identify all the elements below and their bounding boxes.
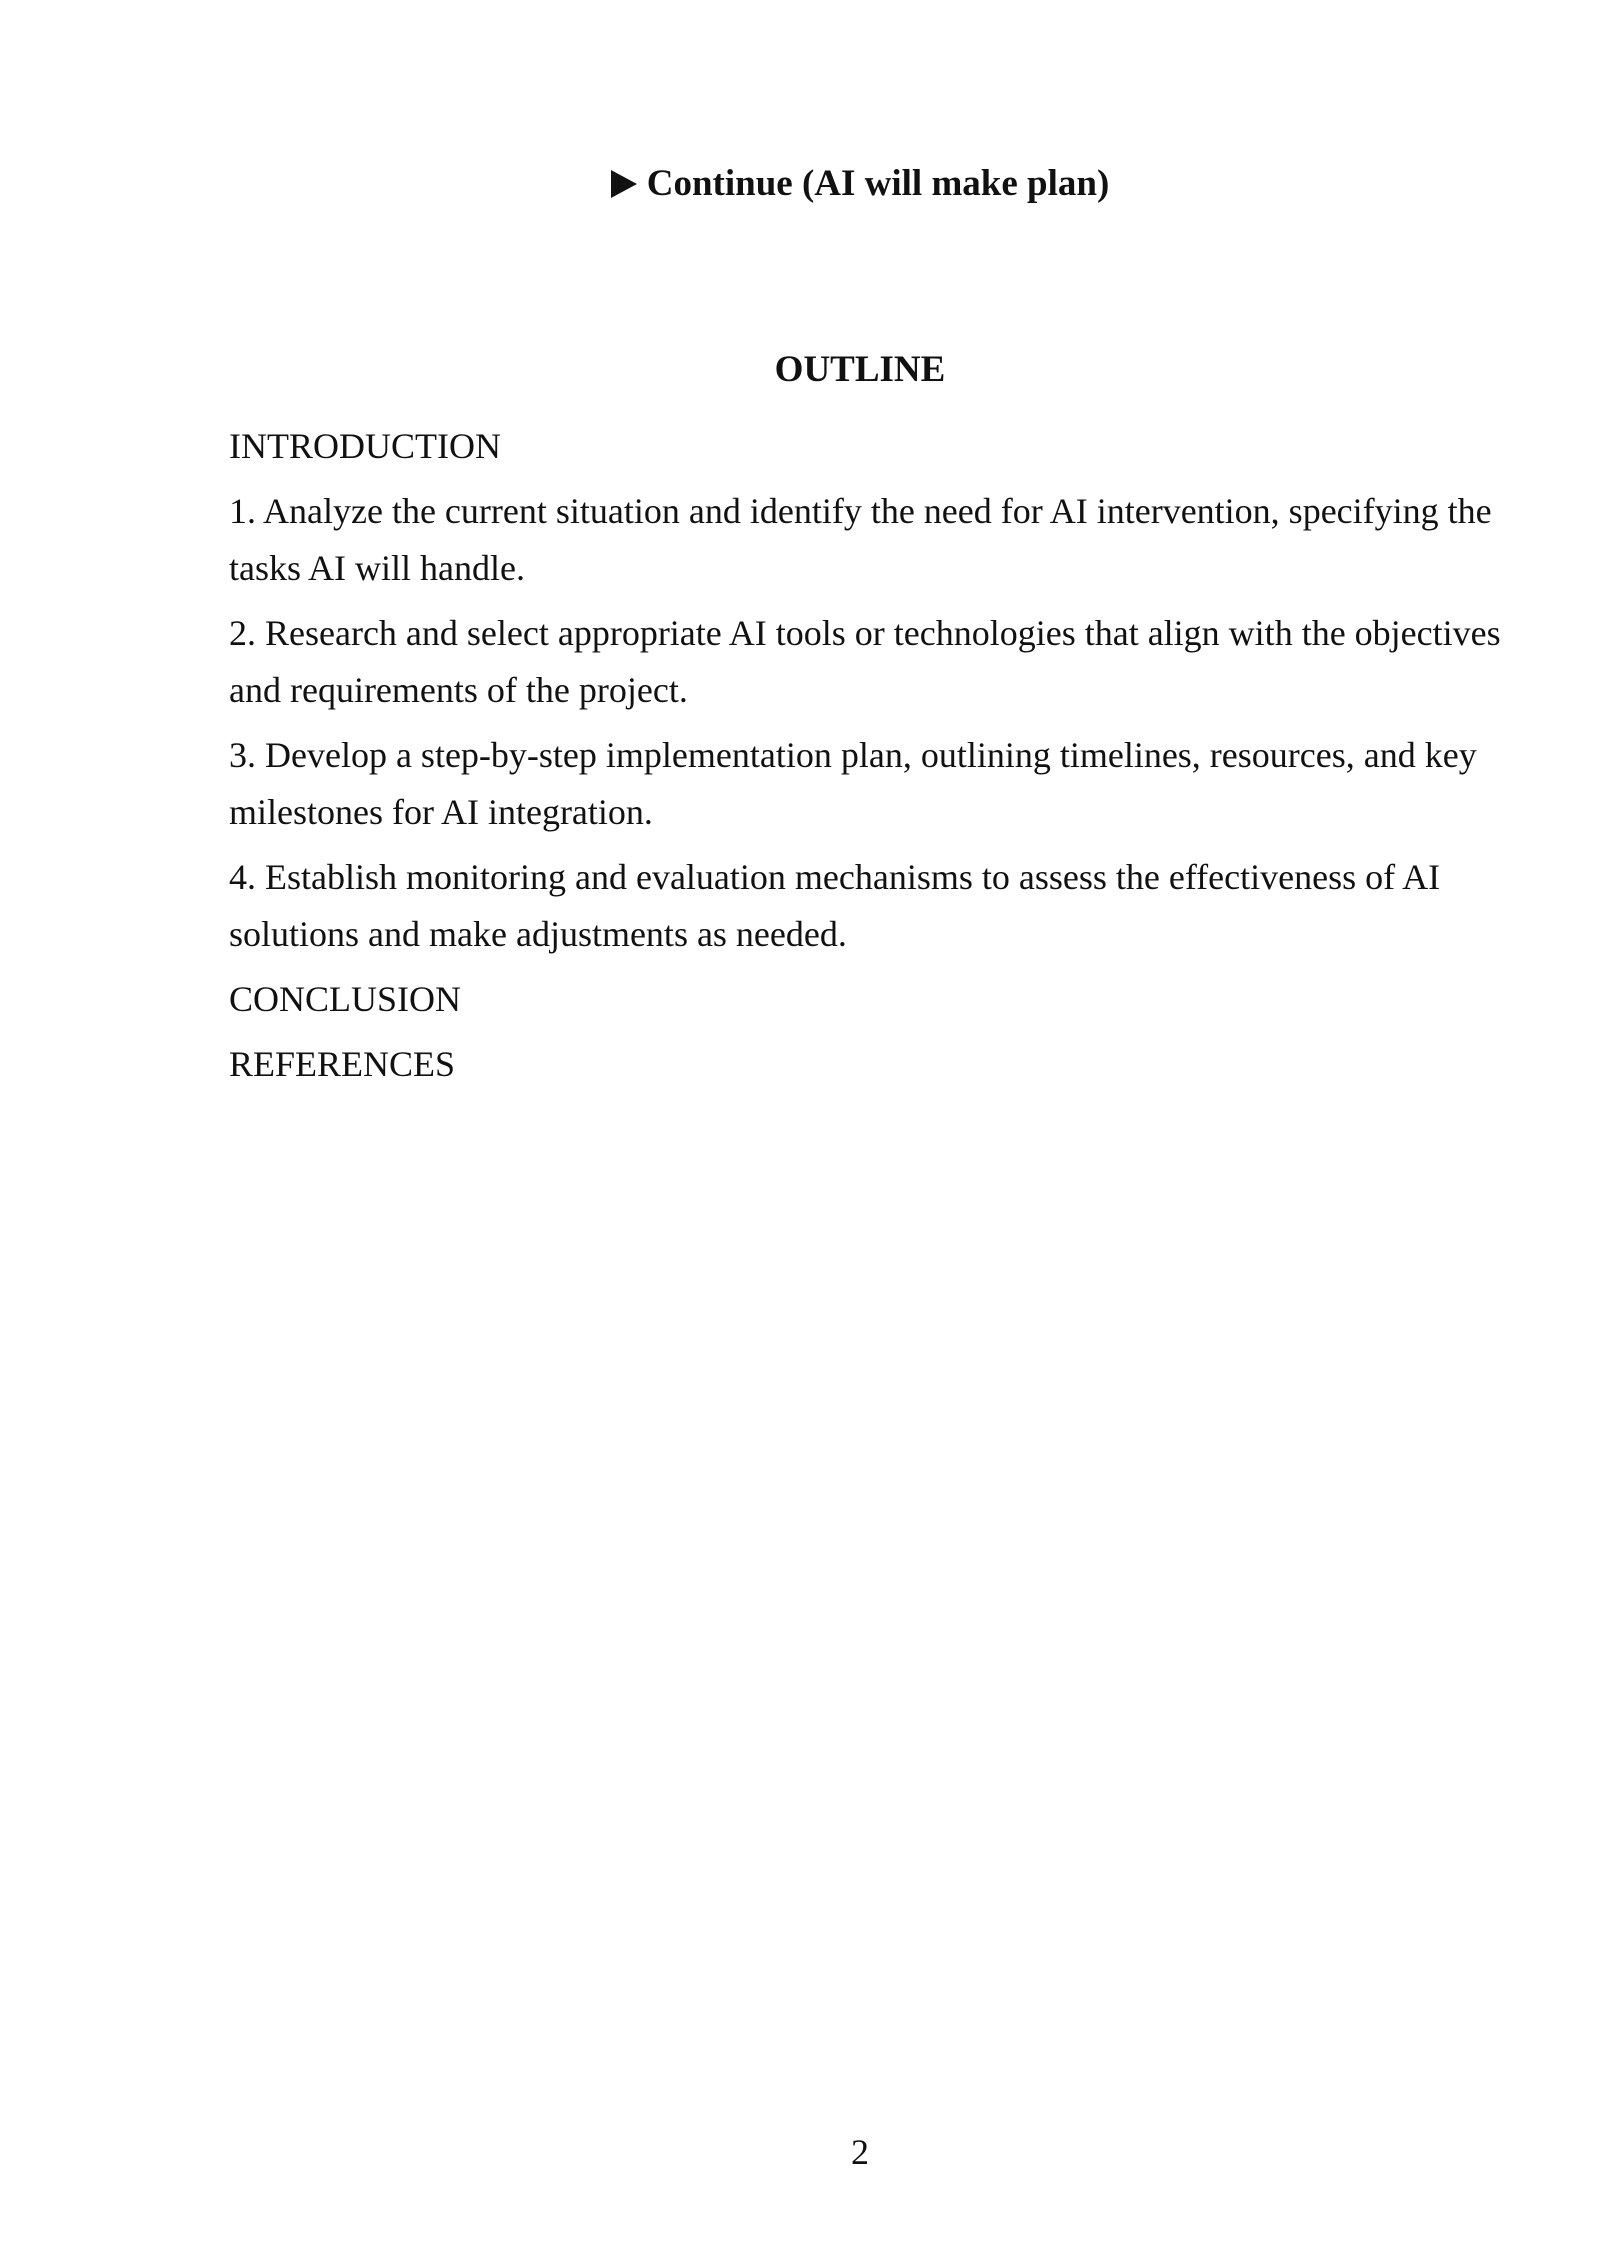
outline-item-3: 3. Develop a step-by-step implementation plan, outlining timelines, resources, and key milestones for AI integration. <box>229 735 1477 832</box>
outline-body <box>229 418 1509 1101</box>
section-introduction: INTRODUCTION <box>229 426 501 466</box>
outline-item-4: 4. Establish monitoring and evaluation mechanisms to assess the effectiveness of AI solutions and make adjustments as needed. <box>229 857 1441 954</box>
section-references: REFERENCES <box>229 1044 456 1084</box>
outline-title: OUTLINE <box>774 349 946 390</box>
continue-link[interactable] <box>0 160 1600 208</box>
continue-label: Continue (AI will make plan) <box>646 163 1110 204</box>
page-number: 2 <box>851 2132 869 2172</box>
play-triangle-icon <box>611 170 637 198</box>
outline-item-2: 2. Research and select appropriate AI tools or technologies that align with the objectives and requirements of the project. <box>229 613 1501 710</box>
section-conclusion: CONCLUSION <box>229 979 462 1019</box>
outline-item-1: 1. Analyze the current situation and identify the need for AI intervention, specifying the tasks AI will handle. <box>229 491 1492 588</box>
